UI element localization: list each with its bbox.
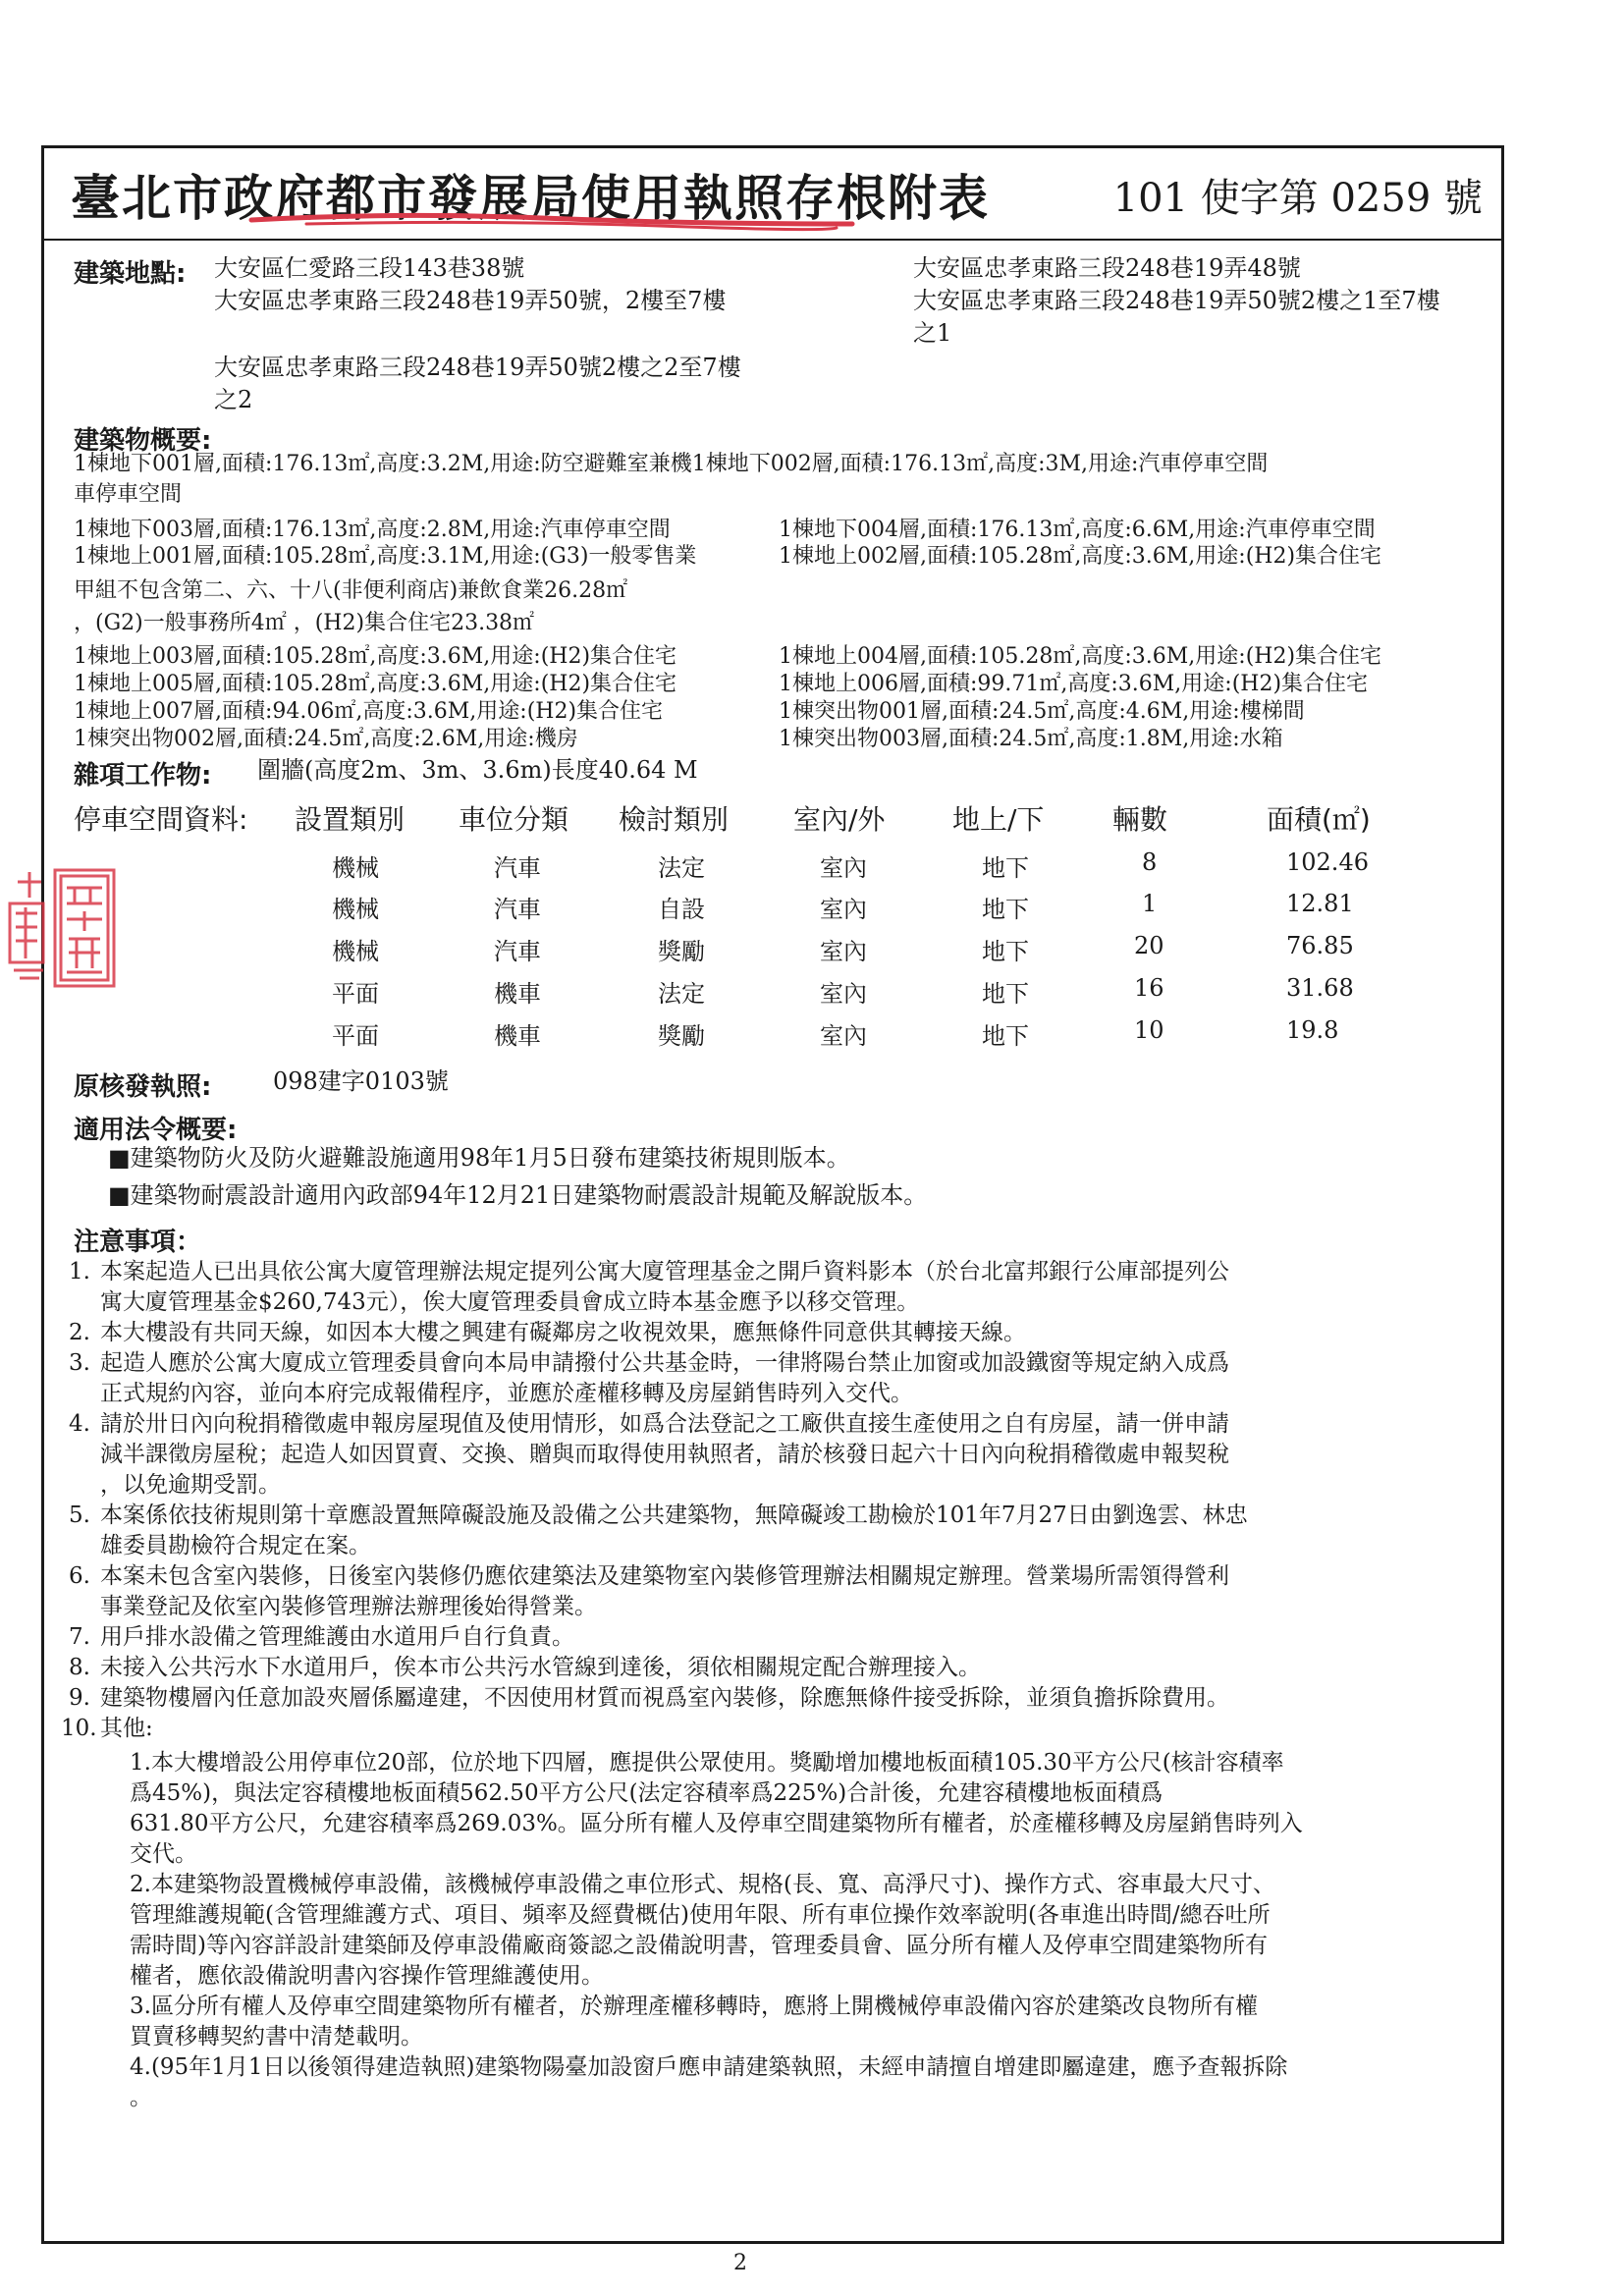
parking-cell: 19.8	[1286, 1016, 1339, 1044]
note-line	[61, 1592, 1248, 1622]
parking-cell: 汽車	[494, 938, 541, 965]
overview-line: 1棟突出物002層,面積:24.5㎡,高度:2.6M,用途:機房	[74, 727, 578, 751]
note-text: 雄委員勘檢符合規定在案。	[100, 1533, 371, 1558]
red-seal-stamp	[6, 864, 118, 994]
address-label: 建築地點:	[74, 259, 187, 289]
note-number: 8.	[69, 1655, 90, 1680]
note-text: 事業登記及依室內裝修管理辦法辦理後始得營業。	[100, 1594, 597, 1619]
other-line: 權者，應依設備說明書內容操作管理維護使用。	[130, 1963, 604, 1989]
overview-line: 1棟地下004層,面積:176.13㎡,高度:6.6M,用途:汽車停車空間	[779, 518, 1376, 542]
address-left-3: 大安區忠孝東路三段248巷19弄50號2樓之2至7樓	[214, 354, 741, 381]
parking-cell: 地下	[982, 980, 1029, 1008]
note-number: 9.	[69, 1685, 90, 1711]
overview-line: 甲組不包含第二、六、十八(非便利商店)兼飲食業26.28㎡	[74, 578, 628, 603]
parking-cell: 16	[1134, 974, 1164, 1002]
note-line	[61, 1379, 1248, 1409]
overview-label: 建築物概要:	[74, 426, 212, 456]
parking-cell: 20	[1134, 932, 1164, 959]
note-text: 本大樓設有共同天線，如因本大樓之興建有礙鄰房之收視效果，應無條件同意供其轉接天線。	[100, 1320, 1026, 1345]
parking-cell: 地下	[982, 1022, 1029, 1050]
note-line	[61, 1318, 1248, 1348]
overview-line: 車停車空間	[74, 482, 183, 507]
notes-label: 注意事項：	[74, 1228, 202, 1257]
other-line: 3.區分所有權人及停車空間建築物所有權者，於辦理產權移轉時，應將上開機械停車設備內容於建築改良物所有權	[130, 1994, 1258, 2019]
parking-cell: 獎勵	[658, 938, 705, 965]
parking-header-count: 輛數	[1112, 803, 1168, 836]
parking-cell: 室內	[820, 980, 867, 1008]
parking-label: 停車空間資料:	[74, 803, 248, 836]
document-title: 臺北市政府都市發展局使用執照存根附表	[71, 169, 990, 227]
parking-header-level: 地上/下	[952, 803, 1045, 836]
other-line: 631.80平方公尺，允建容積率爲269.03%。區分所有權人及停車空間建築物所有權者，於產權移轉及房屋銷售時列入	[130, 1811, 1303, 1836]
parking-cell: 室內	[820, 896, 867, 923]
parking-cell: 地下	[982, 938, 1029, 965]
note-text: 正式規約內容，並向本府完成報備程序，並應於產權移轉及房屋銷售時列入交代。	[100, 1381, 913, 1406]
note-number: 2.	[69, 1320, 90, 1345]
other-line: 管理維護規範(含管理維護方式、項目、頻率及經費概估)使用年限、所有車位操作效率說明(各車進出時間/總吞吐所	[130, 1902, 1271, 1928]
parking-cell: 法定	[658, 854, 705, 882]
overview-line: 1棟地上003層,面積:105.28㎡,高度:3.6M,用途:(H2)集合住宅	[74, 644, 677, 669]
overview-line: 1棟地下003層,面積:176.13㎡,高度:2.8M,用途:汽車停車空間	[74, 518, 671, 542]
red-pen-underline	[247, 208, 856, 234]
other-line: 買賣移轉契約書中清楚載明。	[130, 2024, 423, 2050]
parking-cell: 102.46	[1286, 848, 1369, 876]
overview-line: 1棟地上002層,面積:105.28㎡,高度:3.6M,用途:(H2)集合住宅	[779, 544, 1382, 569]
note-text: 本案係依技術規則第十章應設置無障礙設施及設備之公共建築物，無障礙竣工勘檢於101年7月27日由劉逸雲、林忠	[100, 1503, 1248, 1528]
overview-line: ，(G2)一般事務所4㎡ ，(H2)集合住宅23.38㎡	[74, 611, 535, 635]
parking-cell: 機車	[494, 1022, 541, 1050]
parking-cell: 地下	[982, 854, 1029, 882]
misc-label: 雜項工作物:	[74, 761, 212, 791]
original-permit-label: 原核發執照:	[74, 1072, 212, 1102]
note-text: 建築物樓層內任意加設夾層係屬違建，不因使用材質而視爲室內裝修，除應無條件接受拆除，並須負擔拆除費用。	[100, 1685, 1229, 1711]
address-left-2: 大安區忠孝東路三段248巷19弄50號，2樓至7樓	[214, 287, 727, 314]
parking-cell: 汽車	[494, 896, 541, 923]
note-line	[61, 1714, 1248, 1744]
original-permit-value: 098建字0103號	[273, 1067, 449, 1095]
parking-cell: 機械	[332, 938, 379, 965]
note-number: 6.	[69, 1563, 90, 1589]
parking-cell: 自設	[658, 896, 705, 923]
note-text: 寓大廈管理基金$260,743元），俟大廈管理委員會成立時本基金應予以移交管理。	[100, 1289, 920, 1315]
note-line	[61, 1501, 1248, 1531]
note-number: 7.	[69, 1624, 90, 1650]
parking-cell: 室內	[820, 938, 867, 965]
parking-cell: 汽車	[494, 854, 541, 882]
parking-cell: 1	[1142, 890, 1158, 917]
note-text: 請於卅日內向稅捐稽徵處申報房屋現值及使用情形，如爲合法登記之工廠供直接生產使用之自有房屋，請一併申請	[100, 1411, 1229, 1437]
other-line: 2.本建築物設置機械停車設備，該機械停車設備之車位形式、規格(長、寬、高淨尺寸)、操作方式、容車最大尺寸、	[130, 1872, 1275, 1897]
overview-line: 1棟地上005層,面積:105.28㎡,高度:3.6M,用途:(H2)集合住宅	[74, 672, 677, 696]
address-right-3: 之1	[913, 319, 952, 347]
note-number: 1.	[69, 1259, 90, 1285]
other-line: 需時間)等內容詳設計建築師及停車設備廠商簽認之設備說明書，管理委員會、區分所有權人及停車空間建築物所有	[130, 1933, 1268, 1958]
page-number: 2	[733, 2251, 747, 2275]
note-number: 4.	[69, 1411, 90, 1437]
other-notes	[130, 1748, 1303, 2113]
misc-value: 圍牆(高度2m、3m、3.6m)長度40.64 M	[257, 756, 698, 784]
overview-line: 1棟突出物003層,面積:24.5㎡,高度:1.8M,用途:水箱	[779, 727, 1283, 751]
parking-cell: 平面	[332, 980, 379, 1008]
note-line	[61, 1409, 1248, 1440]
note-text: ，以免逾期受罰。	[100, 1472, 281, 1498]
parking-cell: 獎勵	[658, 1022, 705, 1050]
note-line	[61, 1561, 1248, 1592]
note-line	[61, 1440, 1248, 1470]
permit-number: 101 使字第 0259 號	[1112, 176, 1483, 221]
parking-cell: 平面	[332, 1022, 379, 1050]
address-right-1: 大安區忠孝東路三段248巷19弄48號	[913, 254, 1301, 282]
note-text: 其他:	[100, 1716, 153, 1741]
parking-cell: 76.85	[1286, 932, 1354, 959]
note-line	[61, 1470, 1248, 1501]
parking-cell: 地下	[982, 896, 1029, 923]
overview-line: 1棟突出物001層,面積:24.5㎡,高度:4.6M,用途:樓梯間	[779, 699, 1305, 724]
laws-line: ■建築物耐震設計適用內政部94年12月21日建築物耐震設計規範及解說版本。	[108, 1181, 928, 1209]
note-line	[61, 1653, 1248, 1683]
laws-line: ■建築物防火及防火避難設施適用98年1月5日發布建築技術規則版本。	[108, 1144, 850, 1172]
parking-cell: 室內	[820, 1022, 867, 1050]
overview-line: 1棟地上006層,面積:99.71㎡,高度:3.6M,用途:(H2)集合住宅	[779, 672, 1369, 696]
note-text: 起造人應於公寓大廈成立管理委員會向本局申請撥付公共基金時，一律將陽台禁止加窗或加設鐵窗等規定納入成爲	[100, 1350, 1229, 1376]
address-left-4: 之2	[214, 386, 253, 413]
parking-header-class: 車位分類	[459, 803, 569, 836]
parking-cell: 機車	[494, 980, 541, 1008]
parking-header-area: 面積(㎡)	[1267, 803, 1371, 836]
parking-cell: 法定	[658, 980, 705, 1008]
other-line: 。	[130, 2085, 152, 2110]
overview-line: 1棟地上001層,面積:105.28㎡,高度:3.1M,用途:(G3)一般零售業	[74, 544, 697, 569]
notes-list	[61, 1257, 1248, 1744]
parking-cell: 機械	[332, 896, 379, 923]
note-text: 未接入公共污水下水道用戶，俟本市公共污水管線到達後，須依相關規定配合辦理接入。	[100, 1655, 981, 1680]
other-line: 爲45%)，與法定容積樓地板面積562.50平方公尺(法定容積率爲225%)合計後，允建容積樓地板面積爲	[130, 1780, 1163, 1806]
note-number: 5.	[69, 1503, 90, 1528]
parking-cell: 機械	[332, 854, 379, 882]
other-line: 4.(95年1月1日以後領得建造執照)建築物陽臺加設窗戶應申請建築執照，未經申請擅自增建即屬違建，應予查報拆除	[130, 2054, 1288, 2080]
overview-line: 1棟地下001層,面積:176.13㎡,高度:3.2M,用途:防空避難室兼機1棟地下002層,面積:176.13㎡,高度:3M,用途:汽車停車空間	[74, 452, 1269, 476]
other-line: 1.本大樓增設公用停車位20部，位於地下四層，應提供公眾使用。獎勵增加樓地板面積105.30平方公尺(核計容積率	[130, 1750, 1284, 1776]
header-band	[41, 145, 1504, 241]
parking-cell: 12.81	[1286, 890, 1354, 917]
note-line	[61, 1287, 1248, 1318]
parking-header-type: 設置類別	[295, 803, 406, 836]
laws-label: 適用法令概要:	[74, 1116, 238, 1145]
note-line	[61, 1531, 1248, 1561]
parking-header-inout: 室內/外	[793, 803, 886, 836]
parking-cell: 31.68	[1286, 974, 1354, 1002]
note-text: 減半課徵房屋稅；起造人如因買賣、交換、贈與而取得使用執照者，請於核發日起六十日內向稅捐稽徵處申報契稅	[100, 1442, 1229, 1467]
parking-cell: 室內	[820, 854, 867, 882]
note-text: 本案起造人已出具依公寓大廈管理辦法規定提列公寓大廈管理基金之開戶資料影本（於台北富邦銀行公庫部提列公	[100, 1259, 1229, 1285]
overview-line: 1棟地上007層,面積:94.06㎡,高度:3.6M,用途:(H2)集合住宅	[74, 699, 664, 724]
parking-cell: 10	[1134, 1016, 1164, 1044]
note-line	[61, 1622, 1248, 1653]
note-number: 3.	[69, 1350, 90, 1376]
address-right-2: 大安區忠孝東路三段248巷19弄50號2樓之1至7樓	[913, 287, 1440, 314]
parking-header-review: 檢討類別	[619, 803, 730, 836]
note-text: 用戶排水設備之管理維護由水道用戶自行負責。	[100, 1624, 574, 1650]
note-text: 本案未包含室內裝修，日後室內裝修仍應依建築法及建築物室內裝修管理辦法相關規定辦理。營業場所需領得營利	[100, 1563, 1229, 1589]
overview-line: 1棟地上004層,面積:105.28㎡,高度:3.6M,用途:(H2)集合住宅	[779, 644, 1382, 669]
note-line	[61, 1348, 1248, 1379]
other-line: 交代。	[130, 1841, 197, 1867]
address-left-1: 大安區仁愛路三段143巷38號	[214, 254, 525, 282]
parking-cell: 8	[1142, 848, 1158, 876]
note-line	[61, 1683, 1248, 1714]
note-number: 10.	[61, 1716, 97, 1741]
note-line	[61, 1257, 1248, 1287]
